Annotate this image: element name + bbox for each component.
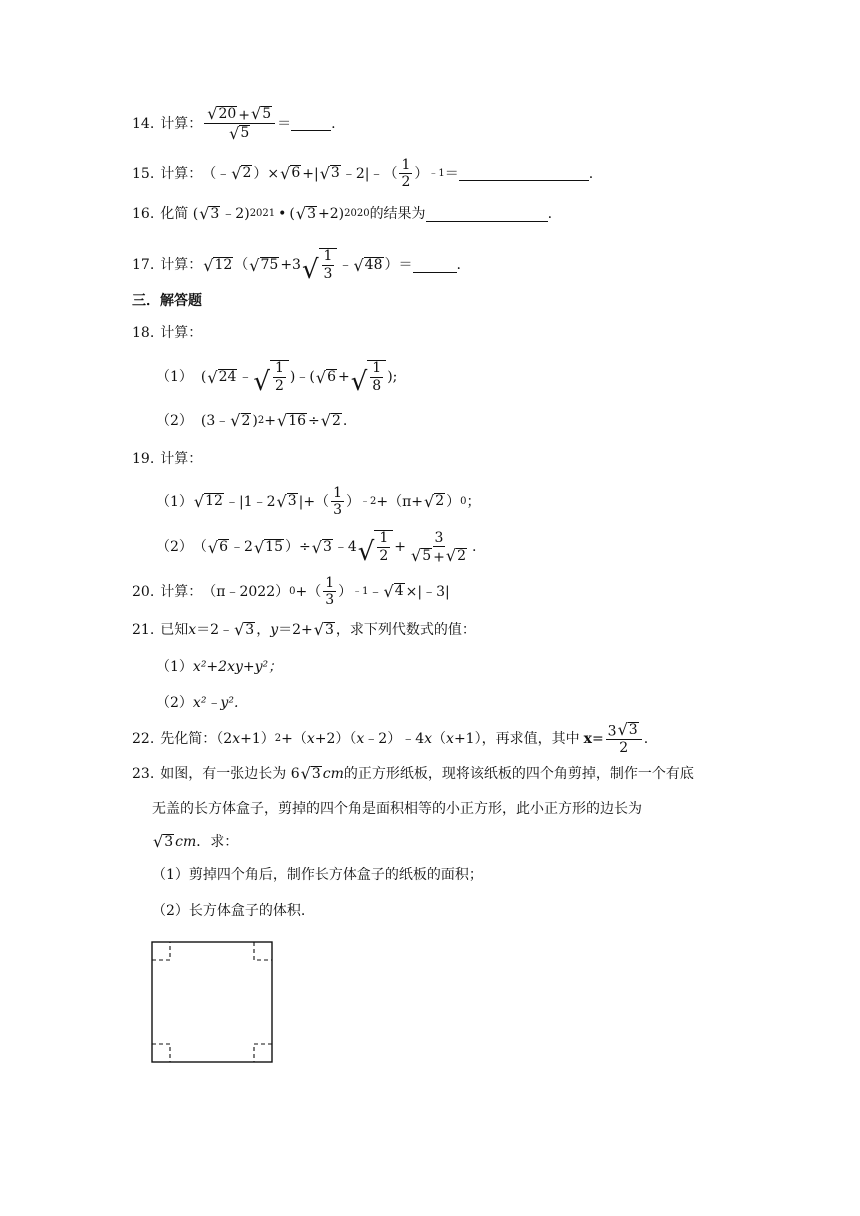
question-number: 15. bbox=[132, 165, 155, 182]
corner-cut-lines bbox=[152, 942, 272, 1062]
fraction: √ 20 + √ 5 √ 5 bbox=[204, 106, 275, 142]
question-19-part-1: （1） √ 12 ﹣|1﹣2 √ 3 |+（ $\frac{1}{3}$ ） ﹣2 +（π+ √ 2 ） 0 ； bbox=[156, 485, 481, 518]
question-21: 21. 已知 x ＝2﹣ √ 3 ， y ＝2+ √ 3 ，求下列代数式的值： bbox=[132, 620, 476, 640]
question-16: 16. 化简 ( √ 3 ﹣2) 2021 • ( √ 3 +2) 2020 的结果为 . bbox=[132, 204, 553, 224]
answer-blank[interactable] bbox=[459, 166, 589, 181]
question-23: 23. 如图，有一张边长为 6 √ 3 cm 的正方形纸板，现将该纸板的四个角剪掉，制作一个有底 bbox=[132, 764, 694, 784]
question-21-part-1: （1） x²+2xy+y²； bbox=[156, 659, 283, 675]
question-22: 22. 先化简：（2 x +1） 2 +（ x +2）（ x ﹣2）﹣4 x （ x +1），再求值，其中 x = 3 √ 3 2 . bbox=[132, 720, 649, 757]
question-19-part-2: （2） （ √ 6 ﹣2 √ 15 ）÷ √ 3 ﹣4 √ $\frac{1}{2}$ + 3 √ 5 + √ 2 . bbox=[156, 529, 477, 567]
question-number: 19. bbox=[132, 451, 155, 467]
answer-blank[interactable] bbox=[413, 258, 457, 273]
answer-blank[interactable] bbox=[291, 116, 331, 131]
question-21-part-2: （2） x²﹣y². bbox=[156, 695, 239, 711]
section-heading: 三．解答题 bbox=[132, 293, 202, 309]
question-number: 14. bbox=[132, 115, 155, 132]
square-paper-figure bbox=[150, 940, 274, 1064]
question-18-part-2: （2） (3﹣ √ 2 ) 2 + √ 16 ÷ √ 2 . bbox=[156, 411, 348, 431]
question-label: 计算： bbox=[160, 115, 203, 132]
question-23-part-2: （2） 长方体盒子的体积. bbox=[152, 903, 306, 919]
question-23-line-2: 无盖的长方体盒子，剪掉的四个角是面积相等的小正方形，此小正方形的边长为 bbox=[152, 801, 642, 817]
question-15: 15. 计算： （﹣ √ 2 ）× √ 6 +| √ 3 ﹣2|﹣（ $\frac{1}{2}$ ） ﹣1 ＝ . bbox=[132, 157, 594, 190]
question-number: 22. bbox=[132, 730, 155, 747]
question-14: 14. 计算： √ 20 + √ 5 √ 5 ＝ . bbox=[132, 104, 336, 143]
question-19: 19. 计算： bbox=[132, 451, 203, 467]
question-number: 21. bbox=[132, 622, 155, 639]
question-17: 17. 计算： √ 12 （ √ 75 +3 √ $\frac{1}{3}$ ﹣ √ 48 ）＝ . bbox=[132, 248, 461, 285]
question-number: 16. bbox=[132, 206, 155, 223]
question-18: 18. 计算： bbox=[132, 325, 203, 341]
answer-blank[interactable] bbox=[426, 207, 548, 222]
question-20: 20. 计算： （π﹣2022） 0 +（ $\frac{1}{3}$ ） ﹣1 ﹣ √ 4 ×|﹣3| bbox=[132, 575, 450, 608]
question-number: 18. bbox=[132, 325, 155, 341]
question-18-part-1: （1） ( √ 24 ﹣ √ $\frac{1}{2}$ )﹣( √ 6 + √ $\frac{1}{8}$ ); bbox=[156, 360, 398, 397]
question-number: 23. bbox=[132, 766, 155, 783]
question-number: 20. bbox=[132, 583, 155, 600]
question-number: 17. bbox=[132, 257, 155, 274]
question-23-line-3: √ 3 cm ．求： bbox=[153, 832, 239, 852]
question-23-part-1: （1） 剪掉四个角后，制作长方体盒子的纸板的面积； bbox=[152, 867, 483, 883]
